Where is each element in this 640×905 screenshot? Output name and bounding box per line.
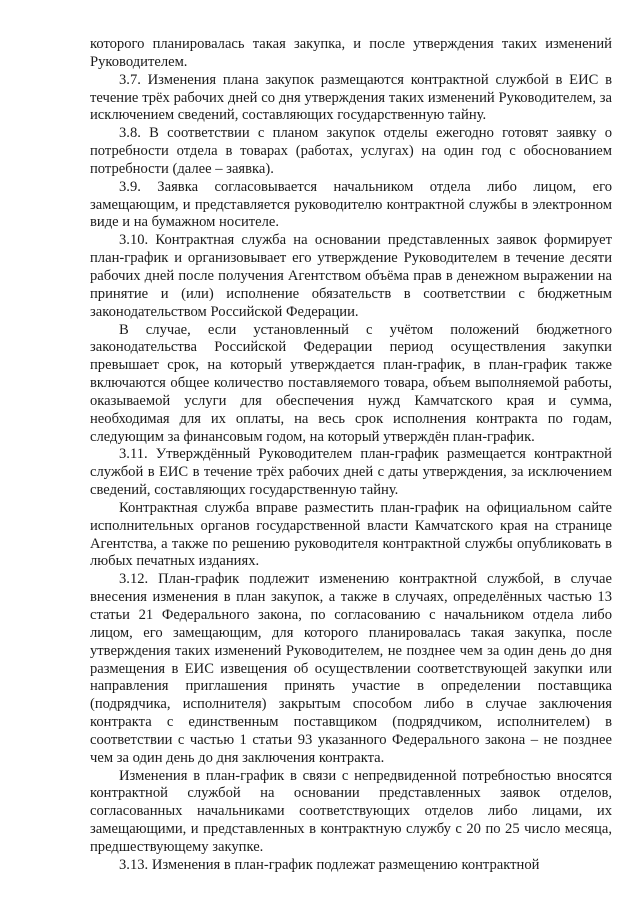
paragraph-continuation: которого планировалась такая закупка, и после утверждения таких изменений Руководителем. (90, 36, 612, 70)
paragraph-3-12: 3.12. План-график подлежит изменению контрактной службой, в случае внесения изменения в план закупок, а также в случаях, определённых частью 13 статьи 21 Федерального закона, по согласованию с начальником отдела либо лицом, его замещающим, для которого планировалась такая закупка, после утверждения таких изменений Руководителем, не позднее чем за один день до дня размещения в ЕИС извещения об осуществлении соответствующей закупки или направления приглашения принять участие в определении поставщика (подрядчика, исполнителя) закрытым способом либо в случае заключения контракта с единственным поставщиком (подрядчиком, исполнителем) в соответствии с частью 1 статьи 93 указанного Федерального закона – не позднее чем за один день до дня заключения контракта. (90, 571, 612, 766)
paragraph-3-8: 3.8. В соответствии с планом закупок отделы ежегодно готовят заявку о потребности отдела в товарах (работах, услугах) на один год с обоснованием потребности (далее – заявка). (90, 125, 612, 177)
paragraph-3-10-case: В случае, если установленный с учётом положений бюджетного законодательства Российской Федерации период осуществления закупки превышает срок, на который утверждается план-график, в план-график также включаются общее количество поставляемого товара, объем выполняемой работы, оказываемой услуги для обеспечения нужд Камчатского края и сумма, необходимая для их оплаты, на весь срок исполнения контракта по годам, следующим за финансовым годом, на который утверждён план-график. (90, 321, 612, 445)
paragraph-3-12-changes: Изменения в план-график в связи с непредвиденной потребностью вносятся контрактной службой на основании представленных заявок отделов, согласованных начальниками соответствующих отделов либо лицами, их замещающими, и представленных в контрактную службу с 20 по 25 число месяца, предшествующему закупке. (90, 767, 612, 855)
document-page (90, 36, 612, 875)
paragraph-3-13: 3.13. Изменения в план-график подлежат размещению контрактной (119, 856, 540, 873)
paragraph-3-11: 3.11. Утверждённый Руководителем план-график размещается контрактной службой в ЕИС в течение трёх рабочих дней с даты утверждения, за исключением сведений, составляющих государственную тайну. (90, 446, 612, 499)
paragraph-3-10: 3.10. Контрактная служба на основании представленных заявок формирует план-график и организовывает его утверждение Руководителем в течение десяти рабочих дней после получения Агентством объёма прав в денежном выражении на принятие и (или) исполнение обязательств в соответствии с бюджетным законодательством Российской Федерации. (90, 232, 612, 320)
paragraph-3-11-site: Контрактная служба вправе разместить план-график на официальном сайте исполнительных органов государственной власти Камчатского края на странице Агентства, а также по решению руководителя контрактной службы опубликовать в любых печатных изданиях. (90, 499, 612, 570)
paragraph-3-9: 3.9. Заявка согласовывается начальником отдела либо лицом, его замещающим, и представляется руководителю контрактной службы в электронном виде и на бумажном носителе. (90, 178, 612, 231)
paragraph-3-7: 3.7. Изменения плана закупок размещаются контрактной службой в ЕИС в течение трёх рабочих дней со дня утверждения таких изменений Руководителем, за исключением сведений, составляющих государственную тайну. (90, 71, 612, 124)
